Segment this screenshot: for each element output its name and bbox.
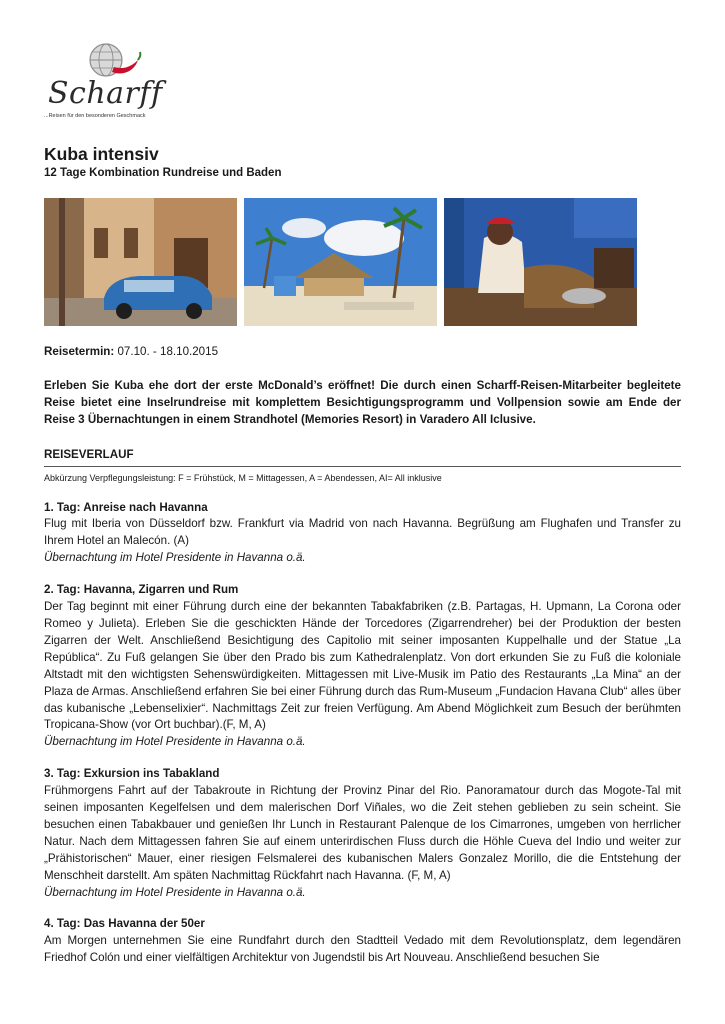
day-section [44,582,681,751]
day-section [44,916,681,967]
page-title: Kuba intensiv [44,144,159,164]
intro-paragraph: Erleben Sie Kuba ehe dort der erste McDonald’s eröffnet! Die durch einen Scharff-Reisen-Mitarbeiter begleitete Reise bietet eine Inselrundreise mit komplettem Besichtigungsprogramm und Vollpension sowie am Ende der Reise 3 Übernachtungen in einem Strandhotel (Memories Resort) in Varadero All Iclusive. [44,378,681,426]
day-title: 4. Tag: Das Havanna der 50er [44,917,205,931]
day-description: Flug mit Iberia von Düsseldorf bzw. Frankfurt via Madrid von nach Havanna. Begrüßung am Flughafen und Transfer zu Ihrem Hotel an Malecón. (A) [44,517,681,548]
scharff-logo [44,40,164,122]
day-section [44,766,681,901]
travel-date [44,344,681,361]
itinerary-heading: REISEVERLAUF [44,447,681,467]
havana-street-photo [44,198,237,326]
travel-date-label: Reisetermin: [44,345,115,358]
day-title: 3. Tag: Exkursion ins Tabakland [44,767,220,781]
photo-strip [44,198,637,326]
logo-tagline: ...Reisen für den besonderen Geschmack [44,113,146,119]
day-description: Der Tag beginnt mit einer Führung durch eine der bekannten Tabakfabriken (z.B. Partagas, H. Upmann, La Corona oder Romeo y Julieta). Erleben Sie die geschickten Hände der Torcedores (Zigarrendreher) bei der Produktion der besten Zigarren der Welt. Anschließend Besichtigung des Capitolio mit seiner imposanten Kuppelhalle und der Statue „La República“. Zu Fuß gelangen Sie über den Prado bis zum Kathedralenplatz. Von dort erkunden Sie zu Fuß die koloniale Altstadt mit den wichtigsten Sehenswürdigkeiten. Mittagessen mit Live-Musik im Patio des Restaurants „La Mina“ an der Plaza de Armas. Anschließend erfahren Sie bei einer Führung durch das Rum-Museum „Fundacion Havana Club“ alles über das kubanische „Lebenselixier“. Nachmittags Zeit zur freien Verfügung. Am Abend Möglichkeit zum Besuch der berühmten Tropicana-Show (vor Ort buchbar).(F, M, A) [44,600,681,732]
abbreviation-note: Abkürzung Verpflegungsleistung: F = Frühstück, M = Mittagessen, A = Abendessen, AI= All inklusive [44,472,442,483]
day-hotel: Übernachtung im Hotel Presidente in Havanna o.ä. [44,735,306,749]
day-description: Frühmorgens Fahrt auf der Tabakroute in Richtung der Provinz Pinar del Rio. Panoramatour durch das Mogote-Tal mit seinen imposanten Kegelfelsen und dem malerischen Dorf Viñales, wo die Zeit stehen geblieben zu sein scheint. Sie besuchen einen Tabakbauer und genießen Ihr Lunch in Restaurant Palenque de los Cimarrones, umgeben von herrlicher Natur. Nach dem Mittagessen fahren Sie auf einem unterirdischen Fluss durch die Höhle Cueva del Indio und weiter zur „Prähistorischen“ Mauer, einer riesigen Felsmalerei des kubanischen Malers Gonzalez Morillo, die die Entstehung der Menschheit darstellt. Am späten Nachmittag Rückfahrt nach Havanna. (F, M, A) [44,784,681,882]
day-description: Am Morgen unternehmen Sie eine Rundfahrt durch den Stadtteil Vedado mit dem Revolutionsplatz, dem legendären Friedhof Colón und einer vielfältigen Architektur von Jugendstil bis Art Nouveau. Anschließend besuchen Sie [44,934,681,965]
day-hotel: Übernachtung im Hotel Presidente in Havanna o.ä. [44,551,306,565]
day-hotel: Übernachtung im Hotel Presidente in Havanna o.ä. [44,885,306,899]
logo-wordmark: Scharff [48,76,163,111]
day-title: 2. Tag: Havanna, Zigarren und Rum [44,583,239,597]
page-subtitle: 12 Tage Kombination Rundreise und Baden [44,167,282,179]
beach-huts-photo [244,198,437,326]
day-title: 1. Tag: Anreise nach Havanna [44,500,208,514]
cigar-roller-photo [444,198,637,326]
travel-date-value: 07.10. - 18.10.2015 [117,345,219,358]
day-section [44,500,681,568]
document-body [44,340,681,967]
